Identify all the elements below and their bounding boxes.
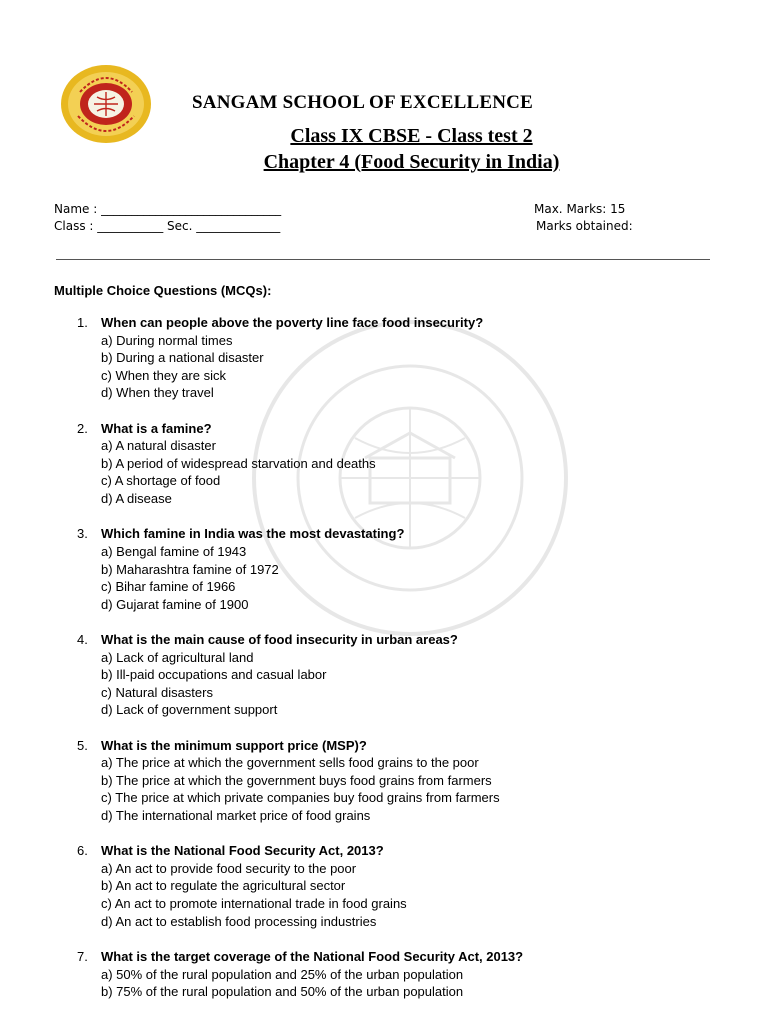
school-name: SANGAM SCHOOL OF EXCELLENCE: [192, 92, 533, 113]
answer-option: a) During normal times: [101, 332, 233, 348]
answer-option: d) Lack of government support: [101, 702, 278, 718]
divider-line: [56, 259, 710, 260]
question-text: When can people above the poverty line face food insecurity?: [101, 315, 484, 330]
chapter-title: Chapter 4 (Food Security in India): [263, 151, 560, 173]
question-item: [0, 314, 768, 402]
answer-option: d) Gujarat famine of 1900: [101, 596, 249, 612]
answer-option: c) When they are sick: [101, 367, 226, 383]
answer-option: a) Bengal famine of 1943: [101, 543, 247, 559]
answer-option: c) The price at which private companies buy food grains from farmers: [101, 790, 500, 806]
question-item: [0, 948, 768, 1001]
answer-option: b) The price at which the government buys food grains from farmers: [101, 772, 492, 788]
question-item: [0, 737, 768, 825]
class-field-label: Class : ___________ Sec. ______________: [54, 219, 281, 233]
question-text: What is the National Food Security Act, 2013?: [101, 843, 384, 859]
question-text: What is a famine?: [101, 420, 212, 436]
answer-option: b) Ill-paid occupations and casual labor: [101, 667, 327, 683]
question-list: [0, 314, 768, 1018]
answer-option: a) An act to provide food security to the poor: [101, 860, 357, 876]
answer-option: a) Lack of agricultural land: [101, 649, 254, 665]
question-number: 3.: [77, 526, 88, 542]
answer-option: d) The international market price of food grains: [101, 808, 371, 823]
answer-option: c) Natural disasters: [101, 684, 213, 700]
question-item: [0, 842, 768, 930]
answer-option: b) Maharashtra famine of 1972: [101, 561, 279, 577]
answer-option: c) A shortage of food: [101, 473, 221, 489]
test-title: Class IX CBSE - Class test 2: [290, 125, 533, 147]
name-field-label: Name : ______________________________: [54, 202, 282, 216]
question-number: 6.: [77, 843, 88, 859]
question-number: 7.: [77, 948, 88, 964]
answer-option: b) During a national disaster: [101, 350, 264, 366]
question-number: 5.: [77, 737, 88, 753]
question-number: 4.: [77, 631, 88, 647]
answer-option: a) 50% of the rural population and 25% of the urban population: [101, 966, 464, 982]
answer-option: a) The price at which the government sells food grains to the poor: [101, 755, 479, 771]
question-number: 1.: [77, 315, 88, 330]
question-item: [0, 420, 768, 508]
answer-option: c) An act to promote international trade in food grains: [101, 896, 407, 912]
answer-option: d) When they travel: [101, 385, 214, 401]
question-text: What is the minimum support price (MSP)?: [101, 737, 367, 753]
answer-option: b) An act to regulate the agricultural sector: [101, 878, 346, 894]
answer-option: a) A natural disaster: [101, 438, 216, 454]
question-item: [0, 631, 768, 719]
question-text: What is the target coverage of the National Food Security Act, 2013?: [101, 948, 524, 964]
answer-option: d) An act to establish food processing industries: [101, 913, 377, 929]
answer-option: c) Bihar famine of 1966: [101, 579, 236, 595]
question-number: 2.: [77, 420, 88, 436]
answer-option: d) A disease: [101, 491, 172, 507]
question-text: Which famine in India was the most devastating?: [101, 526, 405, 542]
answer-option: b) A period of widespread starvation and deaths: [101, 455, 376, 471]
max-marks: Max. Marks: 15: [534, 202, 626, 216]
answer-option: b) 75% of the rural population and 50% of the urban population: [101, 984, 464, 1000]
question-text: What is the main cause of food insecurity in urban areas?: [101, 631, 458, 647]
question-item: [0, 525, 768, 613]
section-title: Multiple Choice Questions (MCQs):: [54, 283, 272, 298]
marks-obtained: Marks obtained:: [536, 219, 633, 233]
